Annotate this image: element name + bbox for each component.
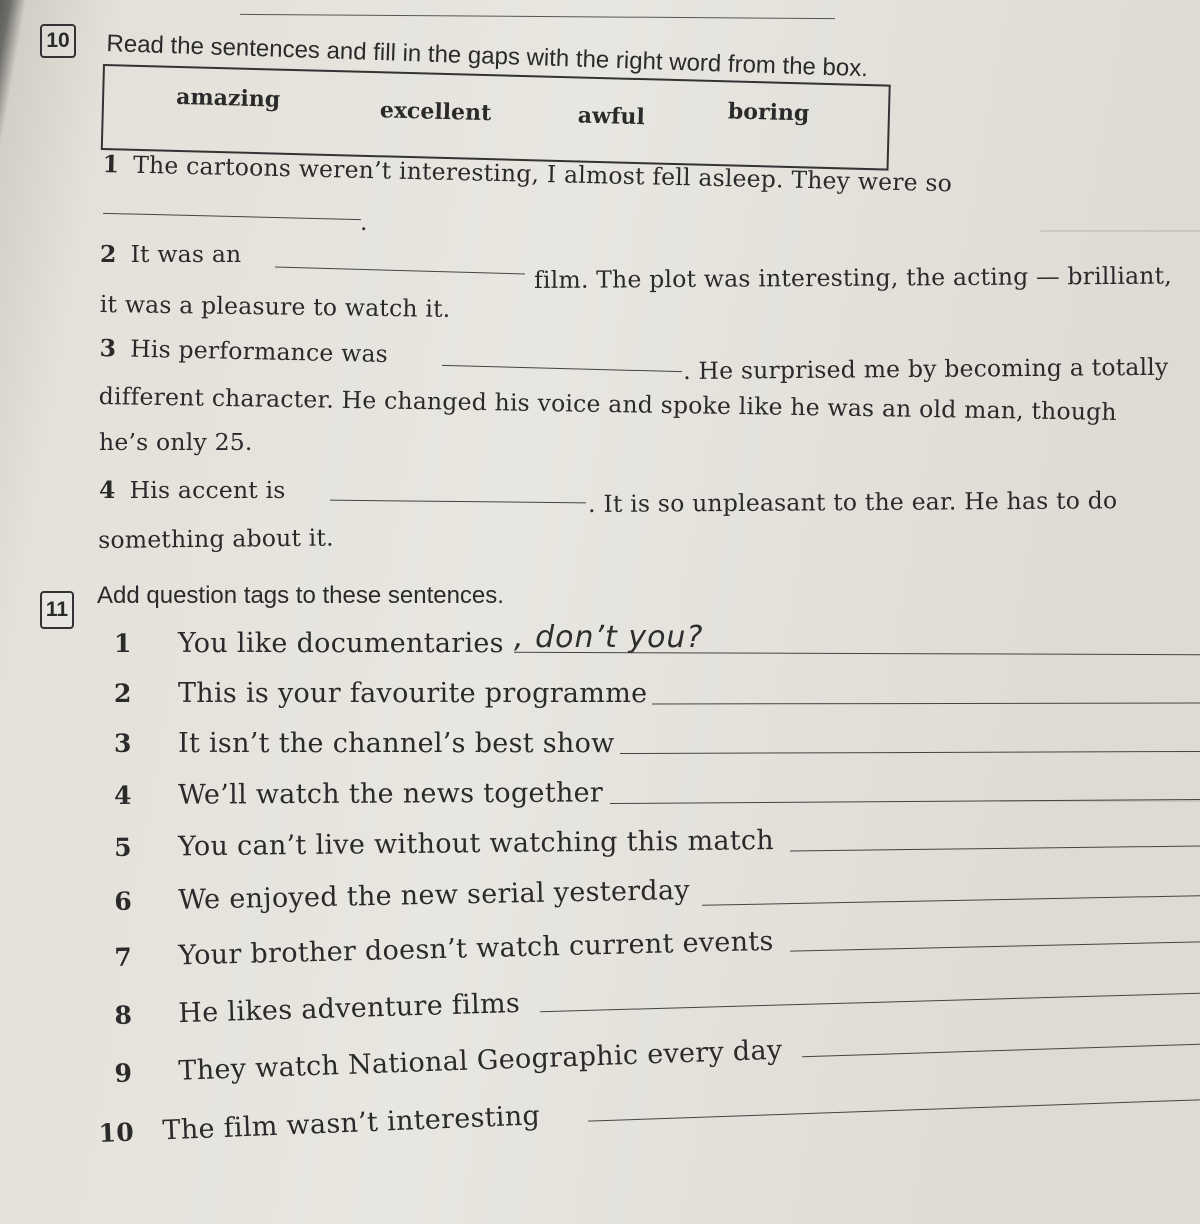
ex10-item-4-line2: something about it. [98,523,334,554]
item-number: 1 [114,629,132,658]
item-number: 4 [114,780,132,810]
item-text: The cartoons weren’t interesting, I almost fell asleep. They were so [132,150,953,198]
ex11-item-3 [114,728,615,759]
box-word: amazing [175,83,281,113]
answer-line-9[interactable] [802,1044,1200,1058]
item-text: Your brother doesn’t watch current events [177,925,774,972]
ex11-item-8 [114,988,521,1031]
answer-line-3[interactable] [620,751,1200,754]
answer-line-2[interactable] [652,703,1200,705]
ex10-item-4-rest: . It is so unpleasant to the ear. He has to do [588,486,1118,518]
handwritten-answer-1: , don’t you? [514,620,704,655]
ex10-gap-1[interactable] [103,213,361,220]
ex10-item-2-line2: it was a pleasure to watch it. [99,290,451,323]
ex10-item-4-start [99,476,286,504]
ex10-item-3-rest: . He surprised me by becoming a totally [683,352,1169,385]
answer-line-5[interactable] [790,845,1200,851]
ex10-item-2-rest: film. The plot was interesting, the acting — brilliant, [534,261,1172,294]
ex11-item-9 [114,1035,783,1089]
ex11-item-4 [114,777,603,811]
item-text: It was an [130,240,242,268]
exercise-11-instruction: Add question tags to these sentences. [97,582,504,609]
item-text: The film wasn’t interesting [161,1100,541,1147]
ex11-item-2 [114,678,647,709]
item-number: 3 [114,729,132,758]
item-text: His performance was [129,334,389,369]
item-text: You can’t live without watching this match [177,825,775,863]
item-number: 5 [114,832,133,862]
ex10-item-3-line2: different character. He changed his voice and spoke like he was an old man, though [98,382,1117,426]
item-number: 8 [114,1000,133,1030]
ex10-item-3-line3: he’s only 25. [99,428,253,456]
item-number: 7 [114,942,133,972]
ex10-gap-4[interactable] [330,500,586,504]
box-word: awful [577,102,646,131]
answer-line-7[interactable] [790,941,1200,951]
ex10-item-1-period: . [360,208,368,236]
item-number: 10 [98,1117,135,1148]
item-number: 4 [99,476,116,504]
ex11-item-6 [114,875,690,917]
exercise-10-number: 10 [40,24,76,58]
top-rule [240,14,835,19]
ex10-gap-3[interactable] [442,365,682,372]
item-text: We enjoyed the new serial yesterday [177,874,691,916]
item-text: We’ll watch the news together [177,777,604,811]
item-text: His accent is [129,476,286,504]
item-number: 1 [102,150,120,179]
item-text: This is your favourite programme [178,678,648,709]
item-number: 3 [99,334,117,363]
ex10-item-2-start [100,240,241,268]
item-number: 9 [114,1058,133,1088]
ex11-item-10 [98,1100,541,1149]
item-number: 6 [114,886,133,916]
answer-line-10[interactable] [588,1099,1200,1121]
item-text: It isn’t the channel’s best show [178,728,615,759]
item-number: 2 [100,240,117,268]
item-text: They watch National Geographic every day [177,1034,783,1087]
answer-line-6[interactable] [702,895,1200,906]
ex10-gap-2[interactable] [275,267,525,275]
item-text: He likes adventure films [177,987,521,1030]
ex11-item-1 [114,628,504,659]
answer-line-8[interactable] [540,993,1200,1012]
bleed-through-mark [1040,230,1200,232]
ex11-item-7 [114,926,774,973]
exercise-10-instruction: Read the sentences and fill in the gaps with the right word from the box. [106,30,869,83]
box-word: excellent [379,97,492,127]
ex10-item-3-start [99,334,388,368]
ex11-item-5 [114,825,774,863]
exercise-11-number: 11 [40,591,74,629]
item-text: You like documentaries [178,628,504,659]
box-word: boring [727,98,810,127]
item-number: 2 [114,679,132,708]
